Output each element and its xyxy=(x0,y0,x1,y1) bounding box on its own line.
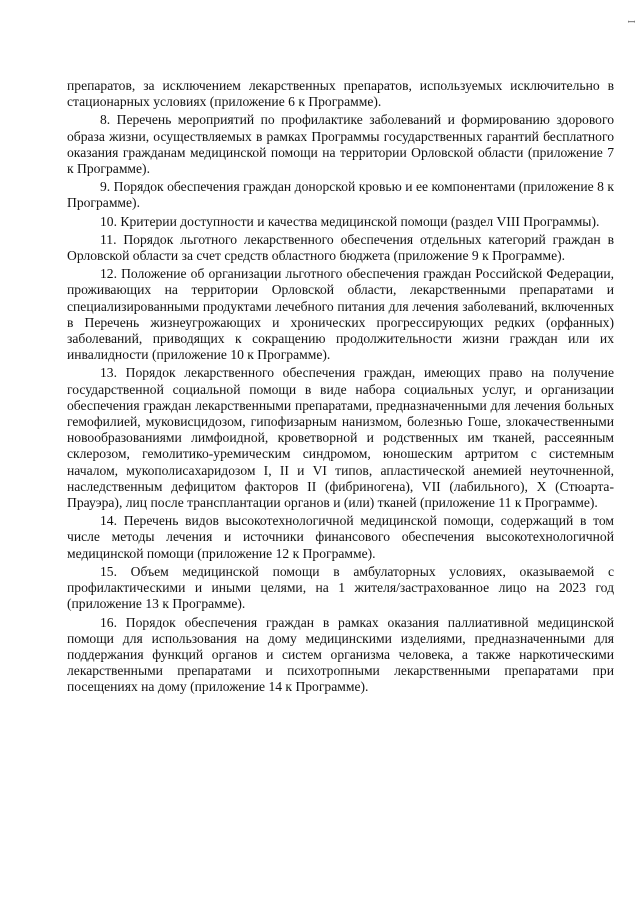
paragraph-12: 12. Положение об организации льготного обеспечения граждан Российской Федерации, проживающих на территории Орловской области, лекарственными препаратами и специализированными продуктами лечебного питания для лечения заболеваний, включенных в Перечень жизнеугрожающих и хронических прогрессирующих редких (орфанных) заболеваний, приводящих к сокращению продолжительности жизни граждан или их инвалидности (приложение 10 к Программе). xyxy=(67,266,614,363)
paragraph-11: 11. Порядок льготного лекарственного обеспечения отдельных категорий граждан в Орловской области за счет средств областного бюджета (приложение 9 к Программе). xyxy=(67,231,614,264)
paragraph-14: 14. Перечень видов высокотехнологичной медицинской помощи, содержащий в том числе методы лечения и источники финансового обеспечения высокотехнологичной медицинской помощи (приложение 12 к Программе). xyxy=(67,513,614,561)
paragraph-10: 10. Критерии доступности и качества медицинской помощи (раздел VIII Программы). xyxy=(100,213,600,229)
paragraph-13: 13. Порядок лекарственного обеспечения граждан, имеющих право на получение государственной социальной помощи в виде набора социальных услуг, и организации обеспечения граждан лекарственными препаратами, предназначенными для лечения больных гемофилией, муковисцидозом, гипофизарным нанизмом, болезнью Гоше, злокачественными новообразованиями лимфоидной, кроветворной и родственных им тканей, рассеянным склерозом, гемолитико-уремическим синдромом, юношеским артритом с системным началом, мукополисахаридозом I, II и VI типов, апластической анемией неуточненной, наследственным дефицитом факторов II (фибриногена), VII (лабильного), X (Стюарта-Прауэра), лиц после трансплантации органов и (или) тканей (приложение 11 к Программе). xyxy=(67,365,614,511)
paragraph-15: 15. Объем медицинской помощи в амбулаторных условиях, оказываемой с профилактическими и иными целями, на 1 жителя/застрахованное лицо на 2023 год (приложение 13 к Программе). xyxy=(67,563,614,612)
paragraph-7-continuation: препаратов, за исключением лекарственных препаратов, используемых исключительно в стационарных условиях (приложение 6 к Программе). xyxy=(67,78,614,110)
document-page xyxy=(67,78,614,698)
paragraph-16: 16. Порядок обеспечения граждан в рамках оказания паллиативной медицинской помощи для использования на дому медицинскими изделиями, предназначенными для поддержания функций органов и систем организма человека, а также наркотическими лекарственными препаратами и психотропными лекарственными препаратами при посещениях на дому (приложение 14 к Программе). xyxy=(67,614,614,695)
paragraph-8: 8. Перечень мероприятий по профилактике заболеваний и формированию здорового образа жизни, осуществляемых в рамках Программы государственных гарантий бесплатного оказания гражданам медицинской помощи на территории Орловской области (приложение 7 к Программе). xyxy=(67,112,614,177)
page-edge-mark: I xyxy=(625,20,636,24)
paragraph-9: 9. Порядок обеспечения граждан донорской кровью и ее компонентами (приложение 8 к Программе). xyxy=(67,179,614,211)
